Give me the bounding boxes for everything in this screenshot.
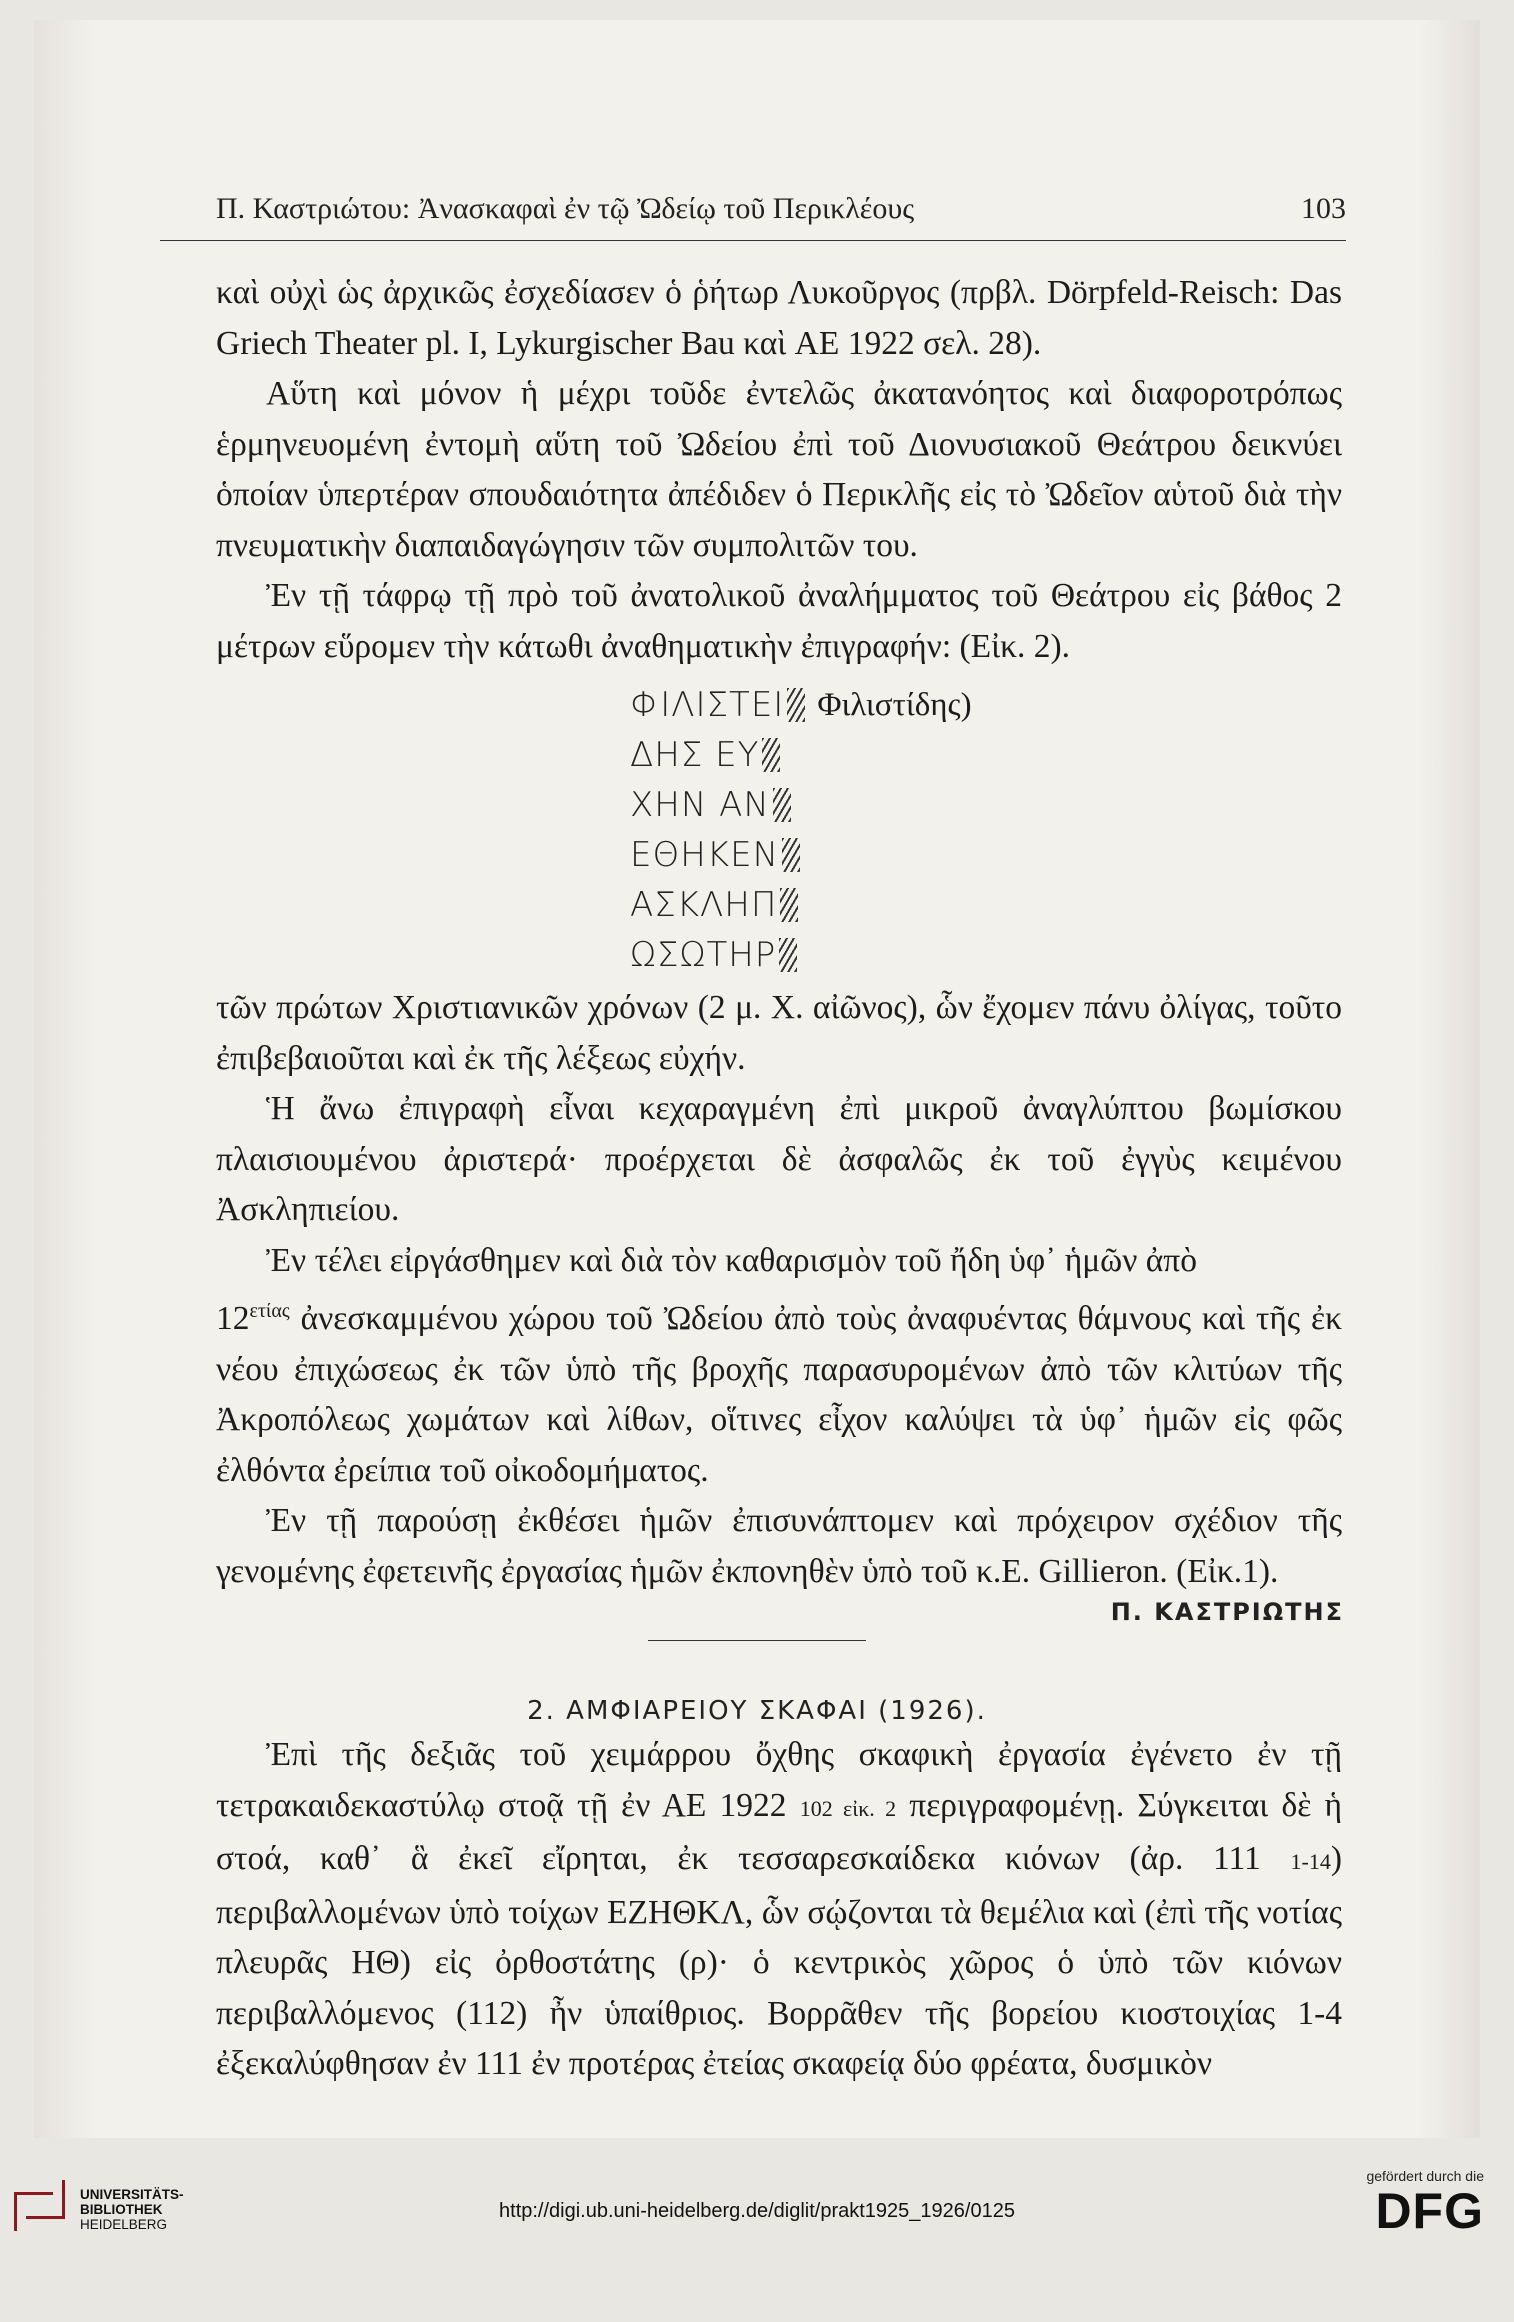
inscription-text: ΔΗΣ ΕΥ — [630, 735, 760, 775]
inscription-text: ΩΣΩΤΗΡ — [630, 935, 777, 975]
year-marker: 12 — [216, 1300, 250, 1338]
broken-edge-hatch-icon — [773, 788, 791, 822]
paragraph — [216, 1286, 1342, 1496]
inscription-line — [630, 830, 1190, 880]
year-marker-sup: ετίας — [249, 1300, 290, 1322]
paragraph: Ἐν τέλει εἰργάσθημεν καὶ διὰ τὸν καθαρισμὸν τοῦ ἤδη ὑφ᾿ ἡμῶν ἀπὸ — [266, 1241, 1197, 1279]
inscription-text: ΕΘΗΚΕΝ — [630, 835, 780, 875]
citation-subscript: 102 εἰκ. 2 — [799, 1795, 897, 1821]
paragraph: Ἐν τῇ παρούσῃ ἐκθέσει ἡμῶν ἐπισυνάπτομεν καὶ πρόχειρον σχέδιον τῆς γενομένης ἐφετεινῆς ἐργασίας ἡμῶν ἐκπονηθὲν ὑπὸ τοῦ κ.Ε. Gillieron. (Εἰκ.1). — [216, 1502, 1342, 1590]
inscription-line — [630, 780, 1190, 830]
broken-edge-hatch-icon — [762, 738, 780, 772]
section-title: 2. ΑΜΦΙΑΡΕΙΟΥ ΣΚΑΦΑΙ (1926). — [527, 1696, 987, 1726]
paragraph: καὶ οὐχὶ ὡς ἀρχικῶς ἐσχεδίασεν ὁ ῥήτωρ Λυκοῦργος (πρβλ. Dörpfeld-Reisch: Das Griech Theater pl. I, Lykurgischer Bau καὶ AE 1922 σελ. 28). — [216, 274, 1342, 362]
paragraph: Ἐν τῇ τάφρῳ τῇ πρὸ τοῦ ἀνατολικοῦ ἀναλήμματος τοῦ Θεάτρου εἰς βάθος 2 μέτρων εὕρομεν τὴν κάτωθι ἀναθηματικὴν ἐπιγραφήν: (Εἰκ. 2). — [216, 577, 1342, 665]
author-signature: Π. ΚΑΣΤΡΙΩΤΗΣ — [1110, 1598, 1344, 1626]
section-divider — [648, 1640, 866, 1641]
inscription-line — [630, 930, 1190, 980]
broken-edge-hatch-icon — [779, 938, 797, 972]
inscription-text: ΑΣΚΛΗΠ — [630, 885, 778, 925]
text-block-2 — [216, 983, 1342, 1597]
broken-edge-hatch-icon — [782, 838, 800, 872]
citation-subscript: 1-14 — [1290, 1849, 1331, 1874]
funding-block — [1366, 2168, 1484, 2238]
header-rule — [160, 240, 1346, 241]
broken-edge-hatch-icon — [780, 888, 798, 922]
funding-caption: gefördert durch die — [1366, 2168, 1484, 2184]
inscription-text: ΧΗΝ ΑΝ — [630, 785, 770, 825]
source-url: http://digi.ub.uni-heidelberg.de/diglit/prakt1925_1926/0125 — [499, 2200, 1015, 2222]
broken-edge-hatch-icon — [787, 688, 805, 722]
digitization-footer — [0, 2138, 1514, 2322]
dfg-logo-icon: DFG — [1375, 2183, 1484, 2239]
library-name: UNIVERSITÄTS- BIBLIOTHEK HEIDELBERG — [80, 2186, 184, 2232]
inscription-line — [630, 680, 1190, 730]
page-edge-shadow-right — [1420, 20, 1480, 2138]
page-number: 103 — [1301, 192, 1346, 225]
inscription-line — [630, 730, 1190, 780]
text-block-3 — [216, 1730, 1342, 2090]
paragraph-text: περιγραφομένῃ. Σύγκειται δὲ ἡ στοά, καθ᾿ ἃ ἐκεῖ εἴρηται, ἐκ τεσσαρεσκαίδεκα κιόνων (ἀρ. 111 — [216, 1786, 1343, 1877]
inscription-gloss: Φιλιστίδης) — [817, 686, 972, 723]
text-block-1 — [216, 268, 1342, 672]
paragraph-text: ) περιβαλλομένων ὑπὸ τοίχων ΕΖΗΘΚΛ, ὧν σῴζονται τὰ θεμέλια καὶ (ἐπὶ τῆς νοτίας πλευρᾶς ΗΘ) εἰς ὀρθοστάτης (ρ)· ὁ κεντρικὸς χῶρος ὁ ὑπὸ τῶν κιόνων περιβαλλόμενος (112) ἦν ὑπαίθριος. Βορρᾶθεν τῆς βορείου κιοστοιχίας 1-4 ἐξεκαλύφθησαν ἐν 111 ἐν προτέρας ἐτείας σκαφείᾳ δύο φρέατα, δυσμικὸν — [216, 1840, 1342, 2082]
paragraph: Ἡ ἄνω ἐπιγραφὴ εἶναι κεχαραγμένη ἐπὶ μικροῦ ἀναγλύπτου βωμίσκου πλαισιουμένου ἀριστερά· προέρχεται δὲ ἀσφαλῶς ἐκ τοῦ ἐγγὺς κειμένου Ἀσκληπιείου. — [216, 1090, 1342, 1228]
paragraph: Αὕτη καὶ μόνον ἡ μέχρι τοῦδε ἐντελῶς ἀκατανόητος καὶ διαφοροτρόπως ἑρμηνευομένη ἐντομὴ αὕτη τοῦ Ὠδείου ἐπὶ τοῦ Διονυσιακοῦ Θεάτρου δεικνύει ὁποίαν ὑπερτέραν σπουδαιότητα ἀπέδιδεν ὁ Περικλῆς εἰς τὸ Ὠδεῖον αὑτοῦ διὰ τὴν πνευματικὴν διαπαιδαγώγησιν τῶν συμπολιτῶν του. — [216, 375, 1342, 564]
inscription-text: ΦΙΛΙΣΤΕΙ — [630, 685, 785, 725]
inscription-line — [630, 880, 1190, 930]
paragraph-text: ἀνεσκαμμένου χώρου τοῦ Ὠδείου ἀπὸ τοὺς ἀναφυέντας θάμνους καὶ τῆς ἐκ νέου ἐπιχώσεως ἐκ τῶν ὑπὸ τῆς βροχῆς παρασυρομένων ἀπὸ τῶν κλιτύων τῆς Ἀκροπόλεως χωμάτων καὶ λίθων, οἵτινες εἶχον καλύψει τὰ ὑφ᾿ ἡμῶν εἰς φῶς ἐλθόντα ἐρείπια τοῦ οἰκοδομήματος. — [216, 1300, 1342, 1489]
inscription-figure — [630, 680, 1190, 980]
running-header — [216, 192, 1346, 226]
running-title: Π. Καστριώτου: Ἀνασκαφαὶ ἐν τῷ Ὠδείῳ τοῦ Περικλέους — [216, 192, 915, 225]
paragraph — [216, 1730, 1342, 2090]
page-edge-shadow-left — [34, 20, 94, 2138]
paragraph: τῶν πρώτων Χριστιανικῶν χρόνων (2 μ. Χ. αἰῶνος), ὧν ἔχομεν πάνυ ὀλίγας, τοῦτο ἐπιβεβαιοῦται καὶ ἐκ τῆς λέξεως εὐχήν. — [216, 989, 1342, 1077]
paragraph-text: Ἐπὶ τῆς δεξιᾶς τοῦ χειμάρρου ὄχθης σκαφικὴ ἐργασία ἐγένετο ἐν τῇ τετρακαιδεκαστύλῳ στοᾷ τῇ ἐν ΑΕ 1922 — [216, 1736, 1342, 1824]
